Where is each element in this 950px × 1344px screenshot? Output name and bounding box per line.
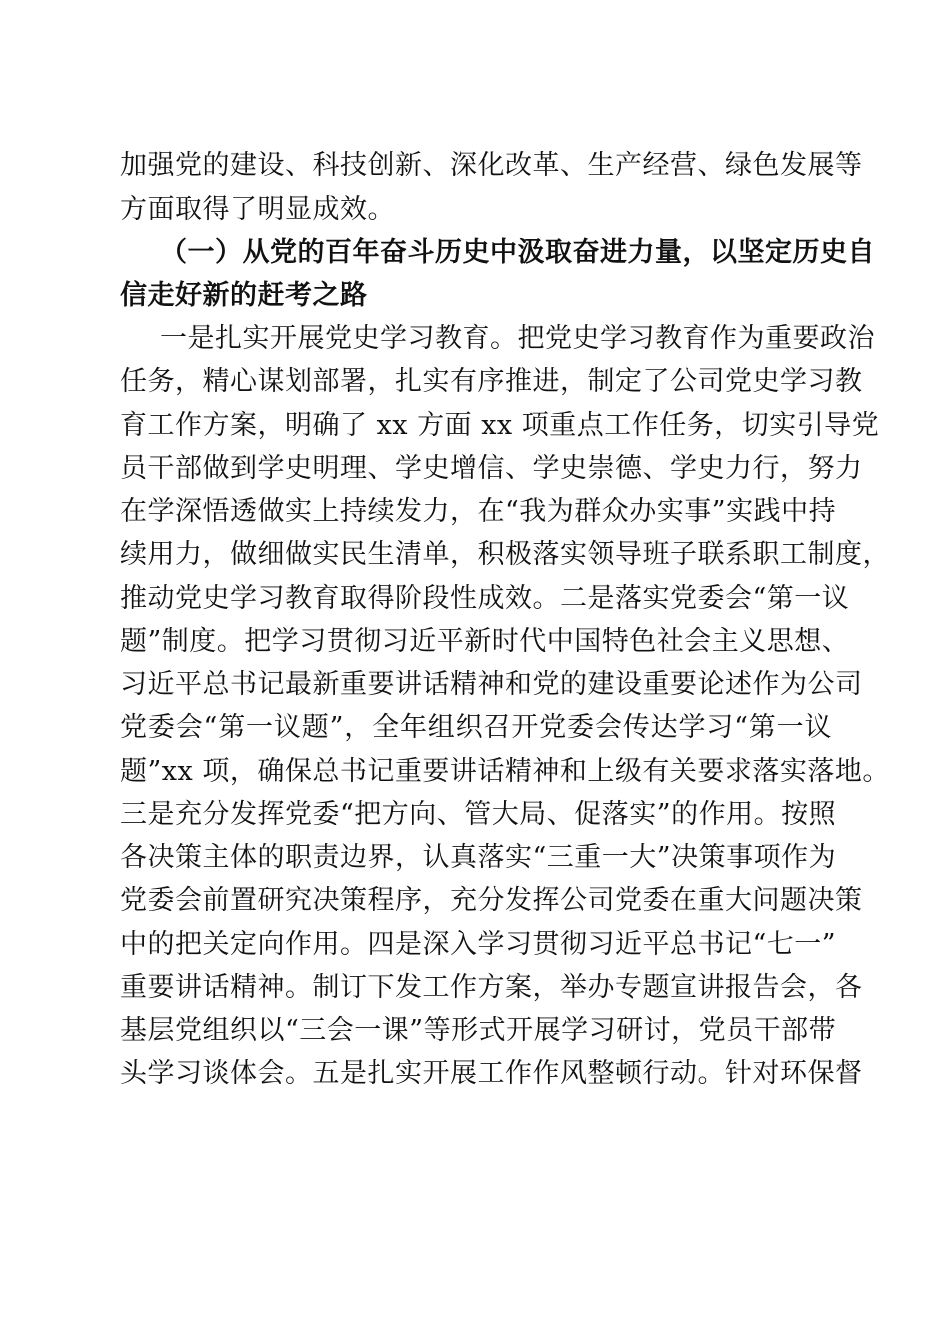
body-text-line: 加强党的建设、科技创新、深化改革、生产经营、绿色发展等 bbox=[120, 150, 863, 181]
body-text-line: 推动党史学习教育取得阶段性成效。二是落实党委会“第一议 bbox=[120, 583, 850, 614]
body-text-line: 题”xx 项，确保总书记重要讲话精神和上级有关要求落实落地。 bbox=[120, 756, 890, 787]
section-heading-line: （一）从党的百年奋斗历史中汲取奋进力量，以坚定历史自 bbox=[160, 237, 875, 268]
body-text-line: 中的把关定向作用。四是深入学习贯彻习近平总书记“七一” bbox=[120, 929, 837, 960]
body-text-line: 重要讲话精神。制订下发工作方案，举办专题宣讲报告会，各 bbox=[120, 972, 863, 1003]
section-heading-line: 信走好新的赶考之路 bbox=[120, 280, 368, 311]
body-text-line: 员干部做到学史明理、学史增信、学史崇德、学史力行，努力 bbox=[120, 453, 863, 484]
body-text-line: 育工作方案，明确了 xx 方面 xx 项重点工作任务，切实引导党 bbox=[120, 410, 880, 441]
body-text-line: 基层党组织以“三会一课”等形式开展学习研讨，党员干部带 bbox=[120, 1015, 837, 1046]
body-text-line: 头学习谈体会。五是扎实开展工作作风整顿行动。针对环保督 bbox=[120, 1058, 863, 1089]
body-text-line: 续用力，做细做实民生清单，积极落实领导班子联系职工制度， bbox=[120, 539, 890, 570]
body-text-line: 方面取得了明显成效。 bbox=[120, 194, 395, 225]
body-text-line: 任务，精心谋划部署，扎实有序推进，制定了公司党史学习教 bbox=[120, 366, 863, 397]
body-text-line: 党委会前置研究决策程序，充分发挥公司党委在重大问题决策 bbox=[120, 885, 863, 916]
body-text-line: 一是扎实开展党史学习教育。把党史学习教育作为重要政治 bbox=[160, 323, 875, 354]
body-text-line: 三是充分发挥党委“把方向、管大局、促落实”的作用。按照 bbox=[120, 799, 837, 830]
body-text-line: 习近平总书记最新重要讲话精神和党的建设重要论述作为公司 bbox=[120, 669, 863, 700]
body-text-line: 在学深悟透做实上持续发力，在“我为群众办实事”实践中持 bbox=[120, 496, 837, 527]
body-text-line: 各决策主体的职责边界，认真落实“三重一大”决策事项作为 bbox=[120, 842, 837, 873]
body-text-line: 党委会“第一议题”，全年组织召开党委会传达学习“第一议 bbox=[120, 712, 832, 743]
body-text-line: 题”制度。把学习贯彻习近平新时代中国特色社会主义思想、 bbox=[120, 626, 850, 657]
